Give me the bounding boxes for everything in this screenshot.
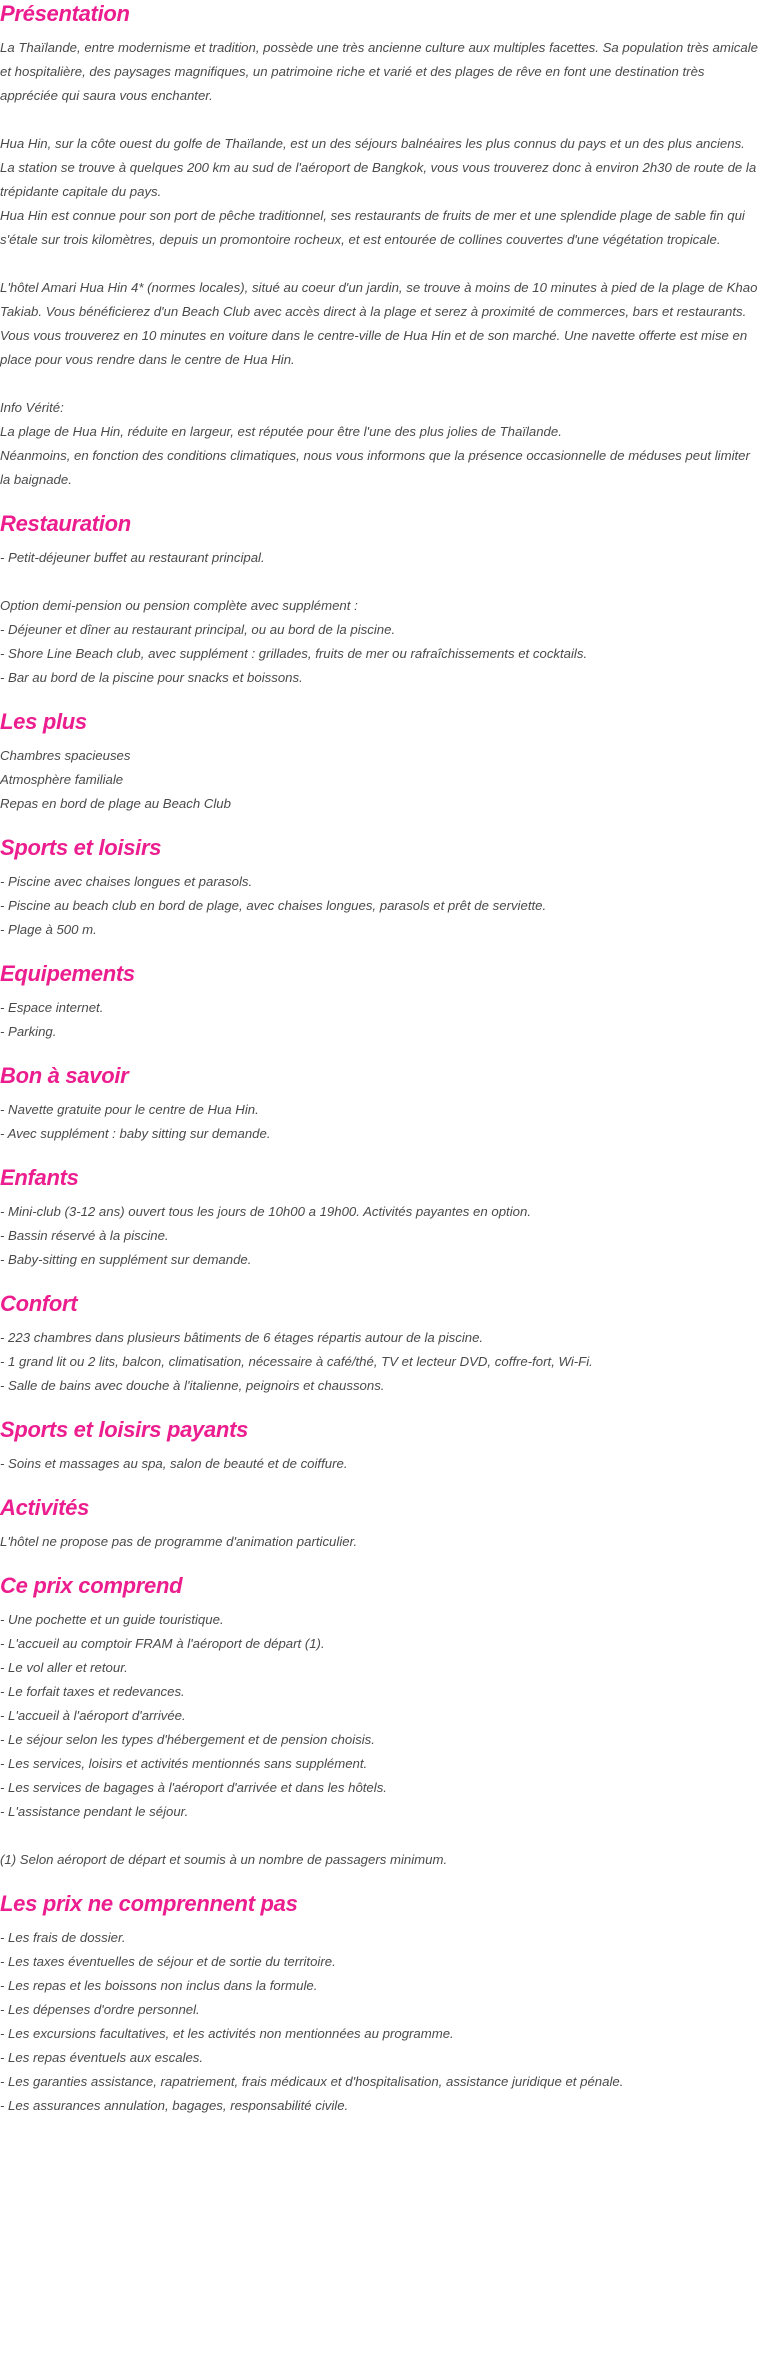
text-line: L'hôtel Amari Hua Hin 4* (normes locales), situé au coeur d'un jardin, se trouve à moins de 10 minutes à pied de la plage de Khao Takiab. Vous bénéficierez d'un Beach Club avec accès direct à la plage et serez à proximité de commerces, bars et restaurants. [0,280,758,319]
text-line: (1) Selon aéroport de départ et soumis à un nombre de passagers minimum. [0,1852,448,1867]
section-9 [0,1494,758,1554]
text-line: La plage de Hua Hin, réduite en largeur, est réputée pour être l'une des plus jolies de Thaïlande. [0,424,562,439]
section-0 [0,0,758,492]
text-line: - Les frais de dossier. [0,1930,126,1945]
text-line: - Mini-club (3-12 ans) ouvert tous les jours de 10h00 a 19h00. Activités payantes en option. [0,1204,531,1219]
paragraph-gap [0,1824,758,1848]
text-line: - Petit-déjeuner buffet au restaurant principal. [0,550,265,565]
text-line: - 1 grand lit ou 2 lits, balcon, climatisation, nécessaire à café/thé, TV et lecteur DVD, coffre-fort, Wi-Fi. [0,1354,593,1369]
text-line: - Les services, loisirs et activités mentionnés sans supplément. [0,1756,368,1771]
section-title: Les plus [0,709,87,734]
section-6 [0,1164,758,1272]
text-line: - Les excursions facultatives, et les activités non mentionnées au programme. [0,2026,454,2041]
text-line: - Les garanties assistance, rapatriement, frais médicaux et d'hospitalisation, assistance juridique et pénale. [0,2074,624,2089]
text-line: Chambres spacieuses [0,748,131,763]
section-title: Equipements [0,961,135,986]
section-body [0,1326,758,1398]
text-line: - Une pochette et un guide touristique. [0,1612,224,1627]
section-title: Ce prix comprend [0,1573,183,1598]
section-body [0,1608,758,1872]
text-line: - Salle de bains avec douche à l'italienne, peignoirs et chaussons. [0,1378,385,1393]
text-line: - Les repas éventuels aux escales. [0,2050,204,2065]
text-line: - Bassin réservé à la piscine. [0,1228,169,1243]
text-line: - Les services de bagages à l'aéroport d'arrivée et dans les hôtels. [0,1780,387,1795]
section-title: Sports et loisirs payants [0,1417,249,1442]
text-line: - Plage à 500 m. [0,922,97,937]
section-body [0,870,758,942]
section-3 [0,834,758,942]
text-line: - 223 chambres dans plusieurs bâtiments de 6 étages répartis autour de la piscine. [0,1330,484,1345]
text-line: Vous vous trouverez en 10 minutes en voiture dans le centre-ville de Hua Hin et de son marché. Une navette offerte est mise en place pour vous rendre dans le centre de Hua Hin. [0,328,748,367]
section-title: Bon à savoir [0,1063,129,1088]
text-line: - Les dépenses d'ordre personnel. [0,2002,200,2017]
text-line: Atmosphère familiale [0,772,124,787]
text-line: Néanmoins, en fonction des conditions climatiques, nous vous informons que la présence occasionnelle de méduses peut limiter la baignade. [0,448,750,487]
section-body [0,1200,758,1272]
section-body [0,546,758,690]
section-body [0,1098,758,1146]
text-line: La Thaïlande, entre modernisme et tradition, possède une très ancienne culture aux multiples facettes. Sa population très amicale et hospitalière, des paysages magnifiques, un patrimoine riche et varié et des plages de rêve en font une destination très appréciée qui saura vous enchanter. [0,40,758,103]
text-line: - Espace internet. [0,1000,104,1015]
text-line: - Baby-sitting en supplément sur demande. [0,1252,252,1267]
section-title: Les prix ne comprennent pas [0,1891,298,1916]
text-line: Info Vérité: [0,400,64,415]
text-line: - L'accueil au comptoir FRAM à l'aéroport de départ (1). [0,1636,325,1651]
text-line: - Les repas et les boissons non inclus dans la formule. [0,1978,318,1993]
section-body [0,1530,758,1554]
section-body [0,1926,758,2118]
text-line: - Les taxes éventuelles de séjour et de sortie du territoire. [0,1954,336,1969]
section-10 [0,1572,758,1872]
section-title: Sports et loisirs [0,835,162,860]
paragraph-gap [0,570,758,594]
text-line: - L'assistance pendant le séjour. [0,1804,189,1819]
text-line: - Avec supplément : baby sitting sur demande. [0,1126,271,1141]
text-line: - Piscine au beach club en bord de plage, avec chaises longues, parasols et prêt de serviette. [0,898,547,913]
section-title: Confort [0,1291,78,1316]
section-8 [0,1416,758,1476]
text-line: - Déjeuner et dîner au restaurant principal, ou au bord de la piscine. [0,622,396,637]
text-line: - Piscine avec chaises longues et parasols. [0,874,253,889]
section-body [0,36,758,492]
section-title: Activités [0,1495,90,1520]
text-line: - Le vol aller et retour. [0,1660,128,1675]
text-line: Hua Hin est connue pour son port de pêche traditionnel, ses restaurants de fruits de mer et une splendide plage de sable fin qui s'étale sur trois kilomètres, depuis un promontoire rocheux, et est entourée de collines couvertes d'une végétation tropicale. [0,208,745,247]
paragraph-gap [0,252,758,276]
paragraph-gap [0,372,758,396]
text-line: - Navette gratuite pour le centre de Hua Hin. [0,1102,259,1117]
section-1 [0,510,758,690]
section-5 [0,1062,758,1146]
text-line: Repas en bord de plage au Beach Club [0,796,231,811]
text-line: Hua Hin, sur la côte ouest du golfe de Thaïlande, est un des séjours balnéaires les plus connus du pays et un des plus anciens. La station se trouve à quelques 200 km au sud de l'aéroport de Bangkok, vous vous trouverez donc à environ 2h30 de route de la trépidante capitale du pays. [0,136,757,199]
text-line: - Parking. [0,1024,57,1039]
section-body [0,1452,758,1476]
text-line: - Shore Line Beach club, avec supplément : grillades, fruits de mer ou rafraîchissements et cocktails. [0,646,588,661]
text-line: - Le forfait taxes et redevances. [0,1684,185,1699]
text-line: - Soins et massages au spa, salon de beauté et de coiffure. [0,1456,348,1471]
text-line: - L'accueil à l'aéroport d'arrivée. [0,1708,186,1723]
section-body [0,996,758,1044]
section-title: Restauration [0,511,131,536]
section-11 [0,1890,758,2118]
text-line: - Les assurances annulation, bagages, responsabilité civile. [0,2098,349,2113]
text-line: L'hôtel ne propose pas de programme d'animation particulier. [0,1534,358,1549]
section-title: Enfants [0,1165,79,1190]
section-body [0,744,758,816]
section-4 [0,960,758,1044]
text-line: - Bar au bord de la piscine pour snacks et boissons. [0,670,303,685]
section-title: Présentation [0,1,130,26]
section-2 [0,708,758,816]
text-line: Option demi-pension ou pension complète avec supplément : [0,598,358,613]
text-line: - Le séjour selon les types d'hébergement et de pension choisis. [0,1732,375,1747]
section-7 [0,1290,758,1398]
paragraph-gap [0,108,758,132]
